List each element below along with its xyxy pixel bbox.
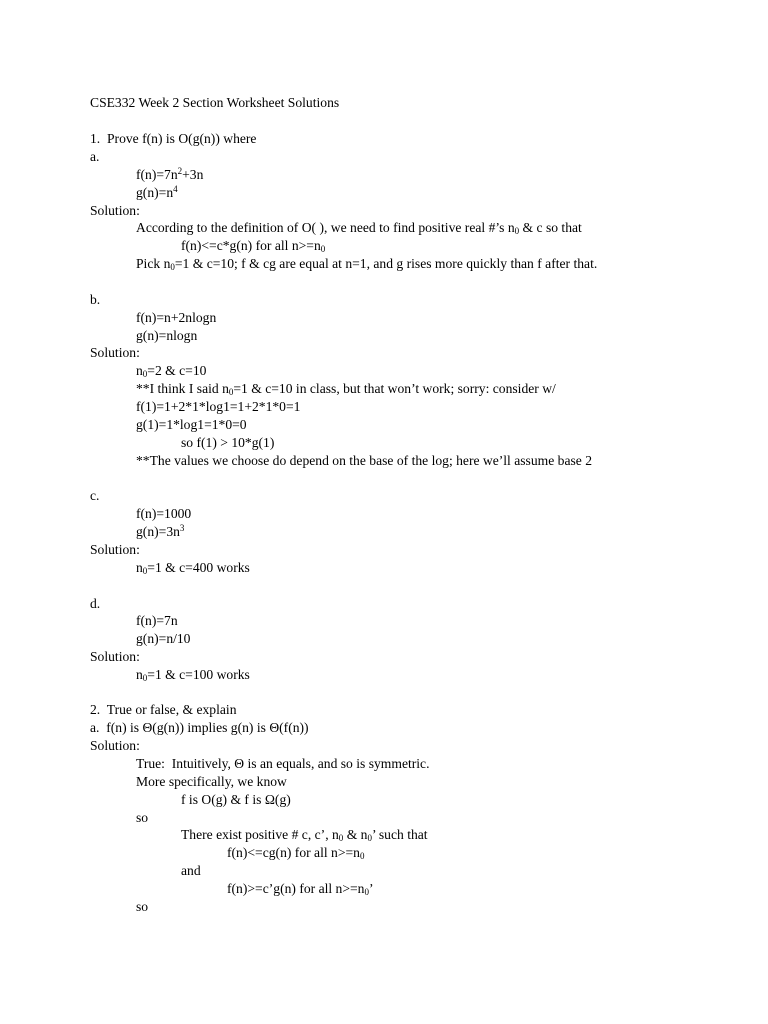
text-line: [181, 435, 274, 451]
text-run: Solution:: [90, 542, 140, 557]
sub-script: 0: [367, 833, 372, 843]
text-run: Pick n: [136, 256, 171, 271]
page-title: [90, 95, 339, 111]
text-line: [136, 756, 430, 772]
text-run: and: [181, 863, 201, 878]
text-run: According to the definition of O( ), we need to find positive real #’s n: [136, 220, 515, 235]
text-line: [136, 631, 190, 647]
text-line: [136, 560, 250, 576]
text-line: [136, 363, 206, 379]
text-run: Solution:: [90, 649, 140, 664]
text-run: =1 & c=400 works: [147, 560, 250, 575]
text-run: =1 & c=10; f & cg are equal at n=1, and g rises more quickly than f after that.: [174, 256, 598, 271]
text-run: f(n)=1000: [136, 506, 192, 521]
sub-script: 0: [364, 887, 369, 897]
sup-script: 4: [173, 184, 178, 194]
sub-script: 0: [320, 244, 326, 254]
text-run: 2. True or false, & explain: [90, 702, 237, 717]
text-line: [136, 256, 597, 272]
text-line: [136, 381, 556, 397]
text-line: [90, 738, 140, 754]
text-run: **I think I said n: [136, 381, 229, 396]
sub-script: 0: [142, 566, 148, 576]
text-run: f is O(g) & f is Ω(g): [181, 792, 291, 807]
text-line: [90, 131, 256, 147]
text-run: CSE332 Week 2 Section Worksheet Solutions: [90, 95, 340, 110]
text-run: & n: [343, 827, 368, 842]
text-line: [136, 185, 178, 201]
text-line: [136, 310, 216, 326]
text-line: [136, 399, 300, 415]
text-run: b.: [90, 292, 101, 307]
text-line: [136, 453, 592, 469]
text-run: a.: [90, 149, 100, 164]
text-run: ’: [368, 881, 374, 896]
sup-script: 3: [179, 523, 185, 533]
text-line: [90, 345, 140, 361]
text-line: [181, 863, 201, 879]
sub-script: 0: [142, 369, 148, 379]
text-line: [136, 774, 287, 790]
text-run: =2 & c=10: [147, 363, 207, 378]
text-run: g(n)=nlogn: [136, 328, 198, 343]
sub-script: 0: [228, 387, 234, 397]
sub-script: 0: [514, 226, 520, 236]
text-run: +3n: [182, 167, 204, 182]
text-run: f(n)>=c’g(n) for all n>=n: [227, 881, 365, 896]
text-run: Solution:: [90, 738, 140, 753]
text-run: c.: [90, 488, 100, 503]
text-line: [181, 238, 325, 254]
text-line: [227, 881, 374, 897]
text-line: [136, 810, 148, 826]
sub-script: 0: [170, 262, 175, 272]
text-run: f(1)=1+2*1*log1=1+2*1*0=1: [136, 399, 301, 414]
text-run: ’ such that: [371, 827, 428, 842]
text-run: True: Intuitively, Θ is an equals, and so is symmetric.: [136, 756, 430, 771]
text-run: f(n)<=c*g(n) for all n>=n: [181, 238, 321, 253]
text-line: [136, 220, 582, 236]
text-run: f(n)=n+2nlogn: [136, 310, 217, 325]
text-run: f(n)=7n: [136, 613, 178, 628]
text-run: so: [136, 899, 149, 914]
sub-script: 0: [359, 851, 365, 861]
text-run: f(n)=7n: [136, 167, 178, 182]
text-run: Solution:: [90, 345, 140, 360]
text-run: f(n)<=cg(n) for all n>=n: [227, 845, 360, 860]
text-run: d.: [90, 596, 101, 611]
text-line: [136, 613, 178, 629]
text-line: [136, 328, 197, 344]
text-line: [90, 488, 99, 504]
text-line: [227, 845, 364, 861]
text-line: [181, 827, 428, 843]
text-line: [90, 542, 140, 558]
text-run: **The values we choose do depend on the base of the log; here we’ll assume base 2: [136, 453, 593, 468]
text-line: [90, 596, 100, 612]
text-line: [136, 417, 247, 433]
text-run: More specifically, we know: [136, 774, 287, 789]
text-run: 1. Prove f(n) is O(g(n)) where: [90, 131, 257, 146]
sub-script: 0: [338, 833, 344, 843]
text-run: n: [136, 363, 143, 378]
sub-script: 0: [142, 673, 148, 683]
text-run: =1 & c=10 in class, but that won’t work; sorry: consider w/: [233, 381, 556, 396]
text-line: [136, 506, 191, 522]
text-run: so f(1) > 10*g(1): [181, 435, 275, 450]
text-run: There exist positive # c, c’, n: [181, 827, 339, 842]
text-line: [90, 203, 140, 219]
text-run: a. f(n) is Θ(g(n)) implies g(n) is Θ(f(n)): [90, 720, 309, 735]
text-run: g(n)=n/10: [136, 631, 191, 646]
text-line: [90, 649, 140, 665]
text-line: [90, 292, 100, 308]
text-run: g(n)=n: [136, 185, 174, 200]
text-line: [136, 899, 148, 915]
sup-script: 2: [177, 166, 183, 176]
text-line: [136, 167, 203, 183]
text-run: n: [136, 667, 143, 682]
text-line: [136, 524, 184, 540]
text-run: g(n)=3n: [136, 524, 180, 539]
text-run: n: [136, 560, 143, 575]
text-run: =1 & c=100 works: [147, 667, 250, 682]
text-run: & c so that: [519, 220, 582, 235]
text-line: [136, 667, 250, 683]
text-run: Solution:: [90, 203, 140, 218]
text-line: [181, 792, 291, 808]
text-line: [90, 149, 99, 165]
text-line: [90, 702, 237, 718]
text-run: g(1)=1*log1=1*0=0: [136, 417, 247, 432]
text-line: [90, 720, 309, 736]
text-run: so: [136, 810, 149, 825]
